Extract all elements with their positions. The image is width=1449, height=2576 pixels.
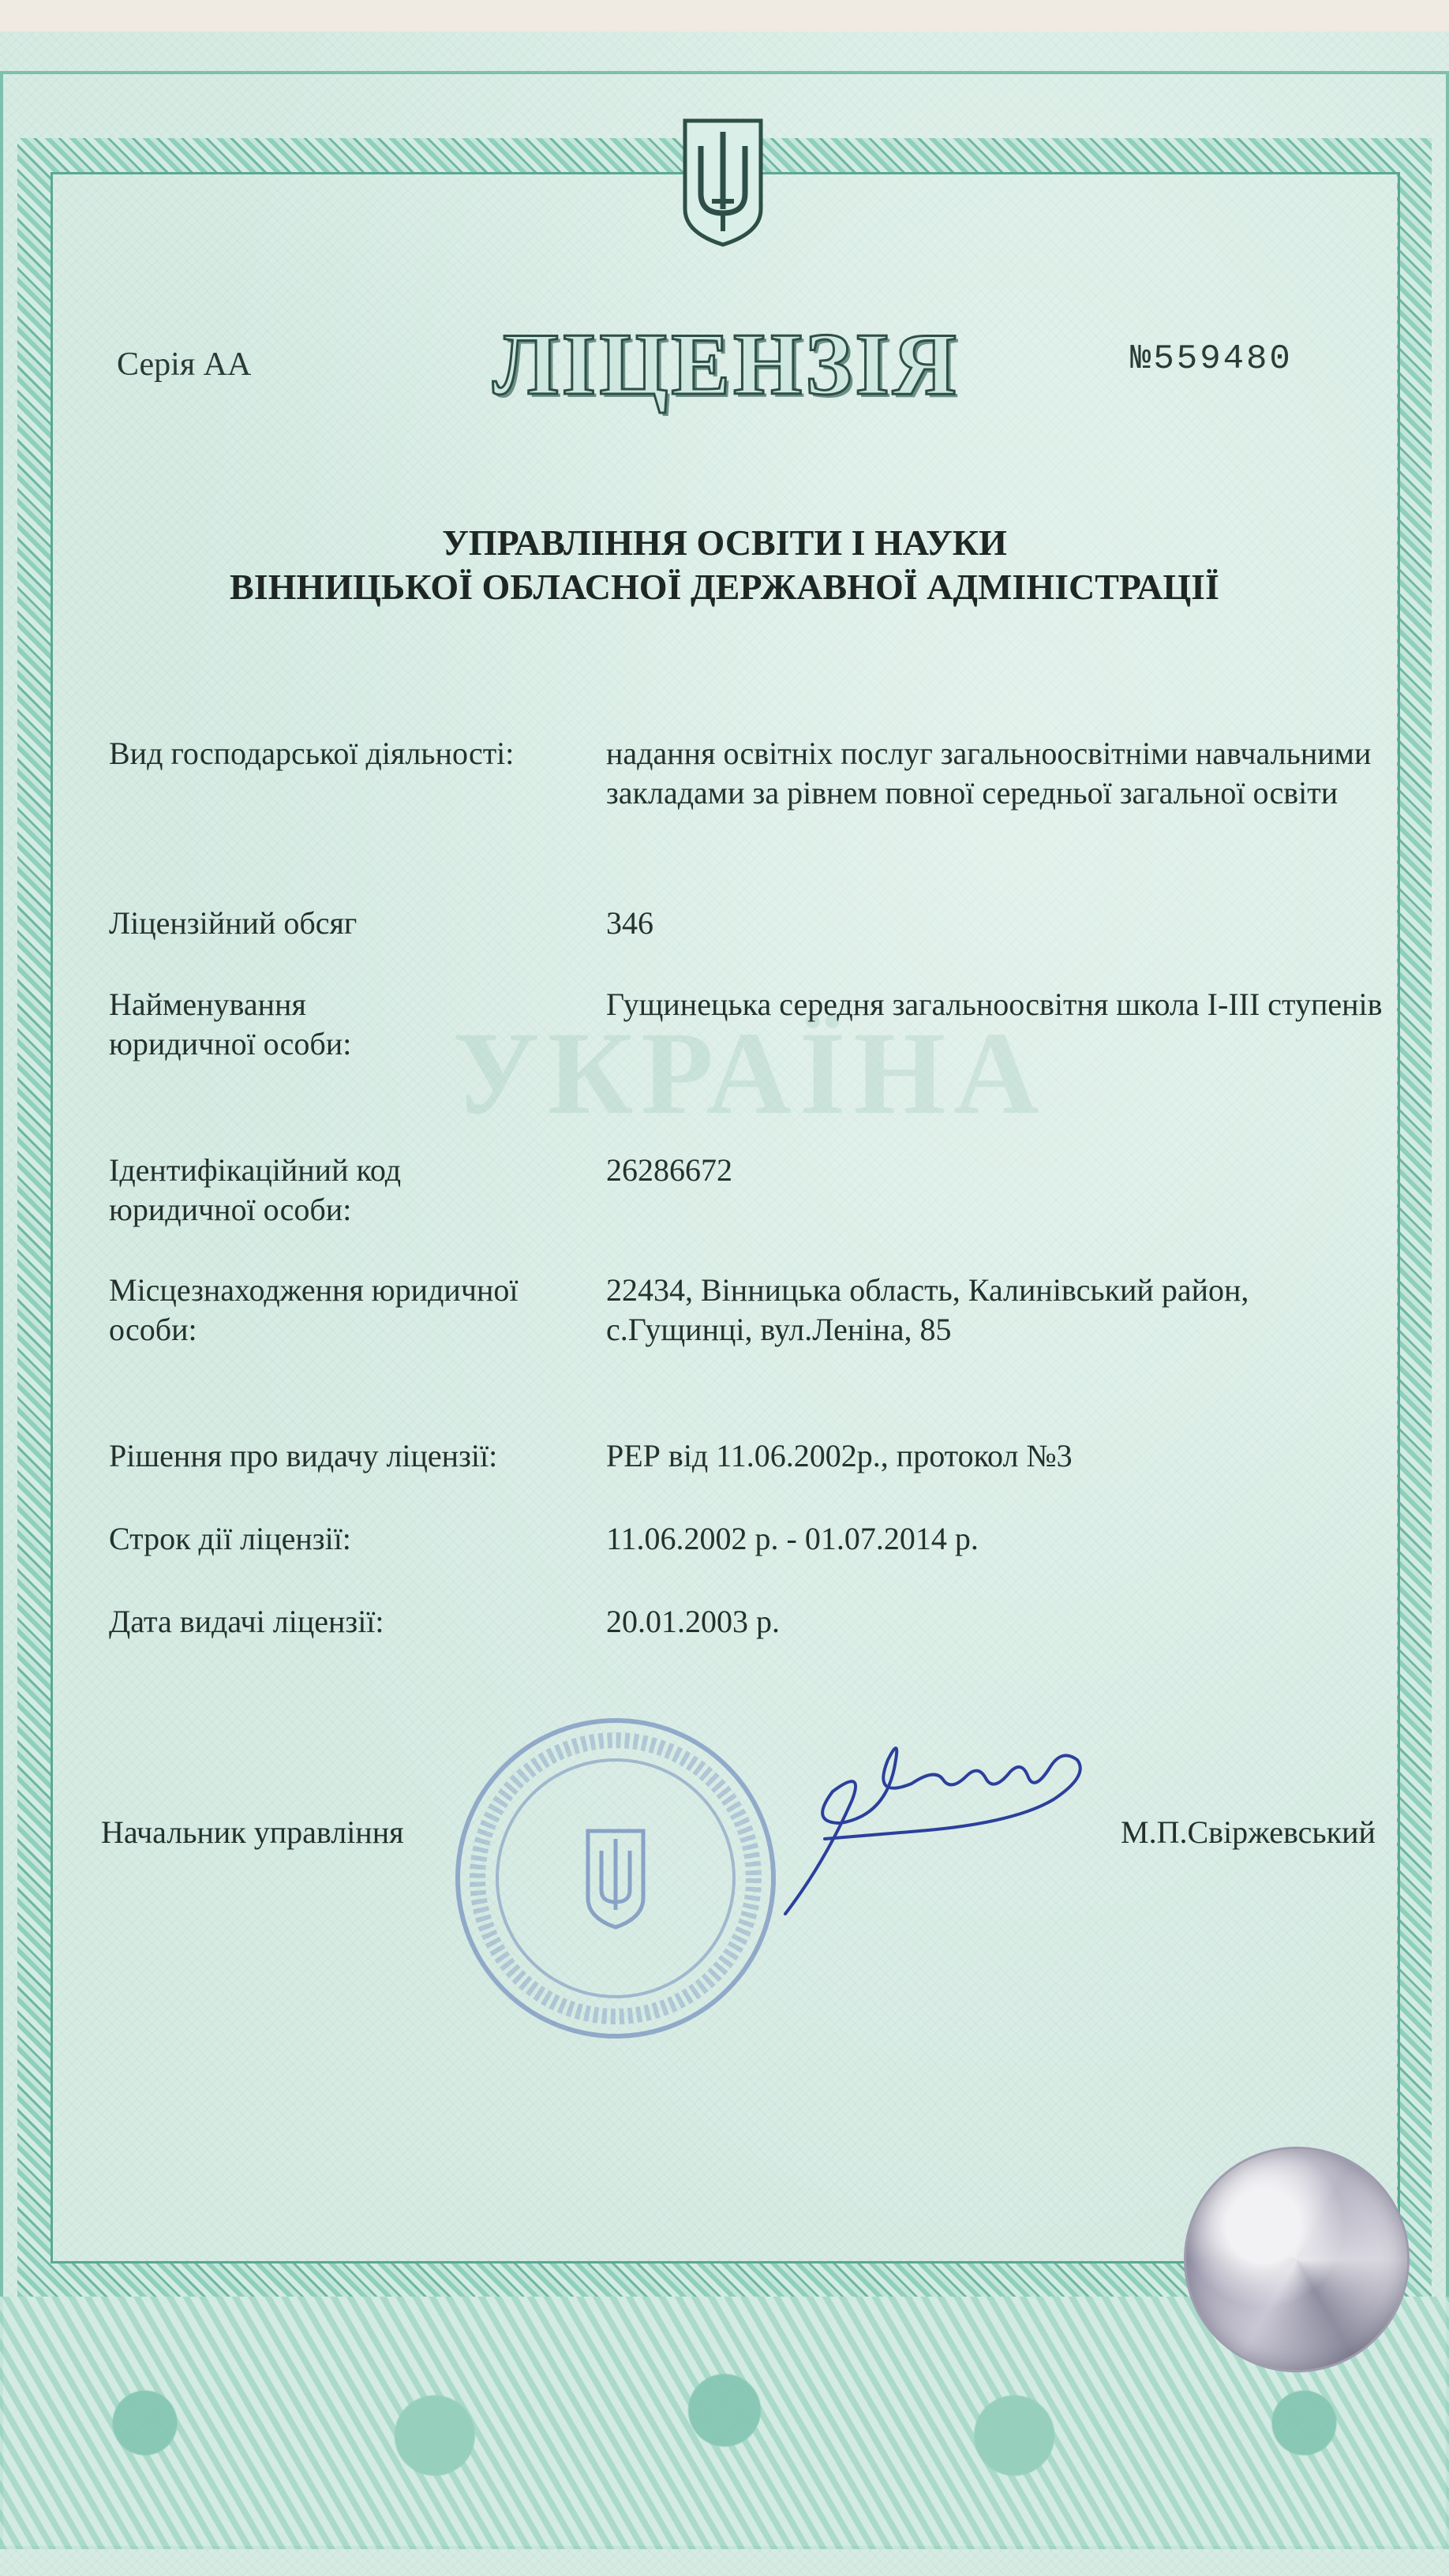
field-label: Рішення про видачу ліцензії:: [109, 1438, 498, 1473]
authority-line-2: ВІННИЦЬКОЇ ОБЛАСНОЇ ДЕРЖАВНОЇ АДМІНІСТРАЦІЇ: [230, 567, 1219, 607]
field-label: Строк дії ліцензії:: [109, 1521, 351, 1556]
official-stamp-icon: [450, 1713, 781, 2044]
signature-position: Начальник управління: [101, 1814, 404, 1850]
field-value: 22434, Вінницька область, Калинівський район, с.Гущинці, вул.Леніна, 85: [606, 1272, 1249, 1347]
field-label: Вид господарської діяльності:: [109, 736, 515, 771]
signer-name: М.П.Свіржевський: [1121, 1814, 1376, 1850]
series-label: Серія АА: [117, 346, 252, 383]
field-label: Найменування юридичної особи:: [109, 987, 352, 1061]
field-value: 11.06.2002 р. - 01.07.2014 р.: [606, 1521, 979, 1556]
issuing-authority: [189, 521, 1260, 609]
field-value: 26286672: [606, 1152, 732, 1188]
field-value: Гущинецька середня загальноосвітня школа І-ІІІ ступенів: [606, 987, 1383, 1022]
license-number: №559480: [1130, 339, 1293, 379]
field-value: РЕР від 11.06.2002р., протокол №3: [606, 1438, 1073, 1473]
hologram-seal-icon: [1184, 2147, 1410, 2372]
field-label: Місцезнаходження юридичної особи:: [109, 1272, 519, 1347]
field-label: Дата видачі ліцензії:: [109, 1604, 384, 1639]
license-title: ЛІЦЕНЗІЯ: [492, 316, 960, 414]
trident-emblem-icon: [677, 114, 769, 249]
signature-mark: [777, 1705, 1109, 1926]
watermark-text: УКРАЇНА: [452, 1008, 1047, 1139]
authority-line-1: УПРАВЛІННЯ ОСВІТИ І НАУКИ: [442, 522, 1007, 563]
field-value: надання освітніх послуг загальноосвітніми навчальними закладами за рівнем повної середньої загальної освіти: [606, 736, 1372, 811]
field-value: 346: [606, 905, 653, 941]
field-label: Ліцензійний обсяг: [109, 905, 358, 941]
field-value: 20.01.2003 р.: [606, 1604, 780, 1639]
field-label: Ідентифікаційний код юридичної особи:: [109, 1152, 402, 1227]
